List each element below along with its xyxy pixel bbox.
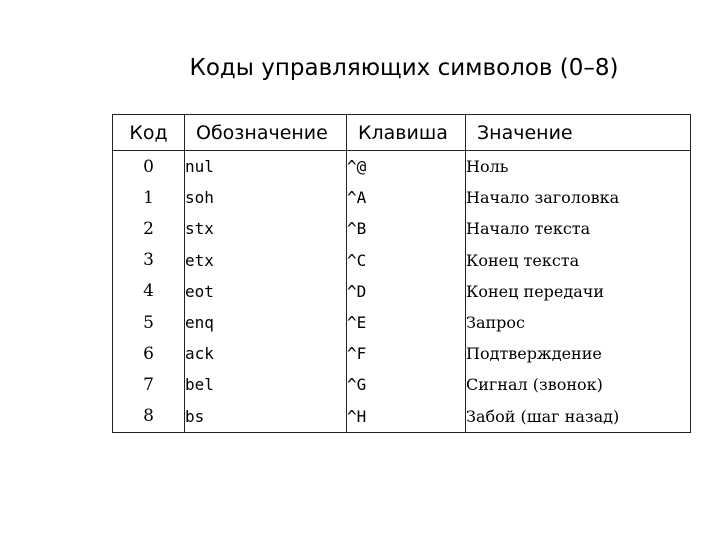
cell-name: nul [185, 151, 347, 183]
cell-meaning: Сигнал (звонок) [466, 369, 691, 400]
table-row [113, 369, 691, 400]
cell-key: ^H [347, 401, 466, 433]
cell-name: enq [185, 307, 347, 338]
cell-meaning: Начало текста [466, 213, 691, 244]
table-row [113, 245, 691, 276]
cell-key: ^D [347, 276, 466, 307]
cell-key: ^F [347, 338, 466, 369]
header-meaning: Значение [466, 115, 691, 151]
cell-meaning: Запрос [466, 307, 691, 338]
cell-name: eot [185, 276, 347, 307]
table-header-row [113, 115, 691, 151]
cell-code: 7 [143, 374, 154, 395]
table-row [113, 307, 691, 338]
cell-key: ^@ [347, 151, 466, 183]
cell-meaning: Конец текста [466, 245, 691, 276]
cell-code: 0 [143, 156, 154, 177]
cell-code: 4 [143, 281, 154, 302]
table-row [113, 276, 691, 307]
cell-key: ^E [347, 307, 466, 338]
table-row [113, 213, 691, 244]
cell-name: soh [185, 182, 347, 213]
cell-code: 8 [143, 406, 154, 427]
slide-title: Коды управляющих символов (0–8) [189, 55, 619, 81]
table-row [113, 338, 691, 369]
table-row [113, 151, 691, 183]
cell-code: 3 [143, 250, 154, 271]
cell-key: ^C [347, 245, 466, 276]
header-key: Клавиша [347, 115, 466, 151]
cell-name: bel [185, 369, 347, 400]
cell-meaning: Подтверждение [466, 338, 691, 369]
cell-name: stx [185, 213, 347, 244]
cell-key: ^G [347, 369, 466, 400]
cell-name: bs [185, 401, 347, 433]
cell-meaning: Начало заголовка [466, 182, 691, 213]
cell-meaning: Ноль [466, 151, 691, 183]
cell-key: ^B [347, 213, 466, 244]
table-row [113, 401, 691, 433]
header-code: Код [113, 115, 185, 151]
cell-name: ack [185, 338, 347, 369]
cell-code: 2 [143, 218, 154, 239]
cell-code: 5 [143, 312, 154, 333]
cell-meaning: Забой (шаг назад) [466, 401, 691, 433]
cell-key: ^A [347, 182, 466, 213]
control-codes-table [112, 114, 691, 433]
cell-code: 6 [143, 343, 154, 364]
cell-meaning: Конец передачи [466, 276, 691, 307]
table-row [113, 182, 691, 213]
header-name: Обозначение [185, 115, 347, 151]
cell-name: etx [185, 245, 347, 276]
cell-code: 1 [143, 187, 154, 208]
